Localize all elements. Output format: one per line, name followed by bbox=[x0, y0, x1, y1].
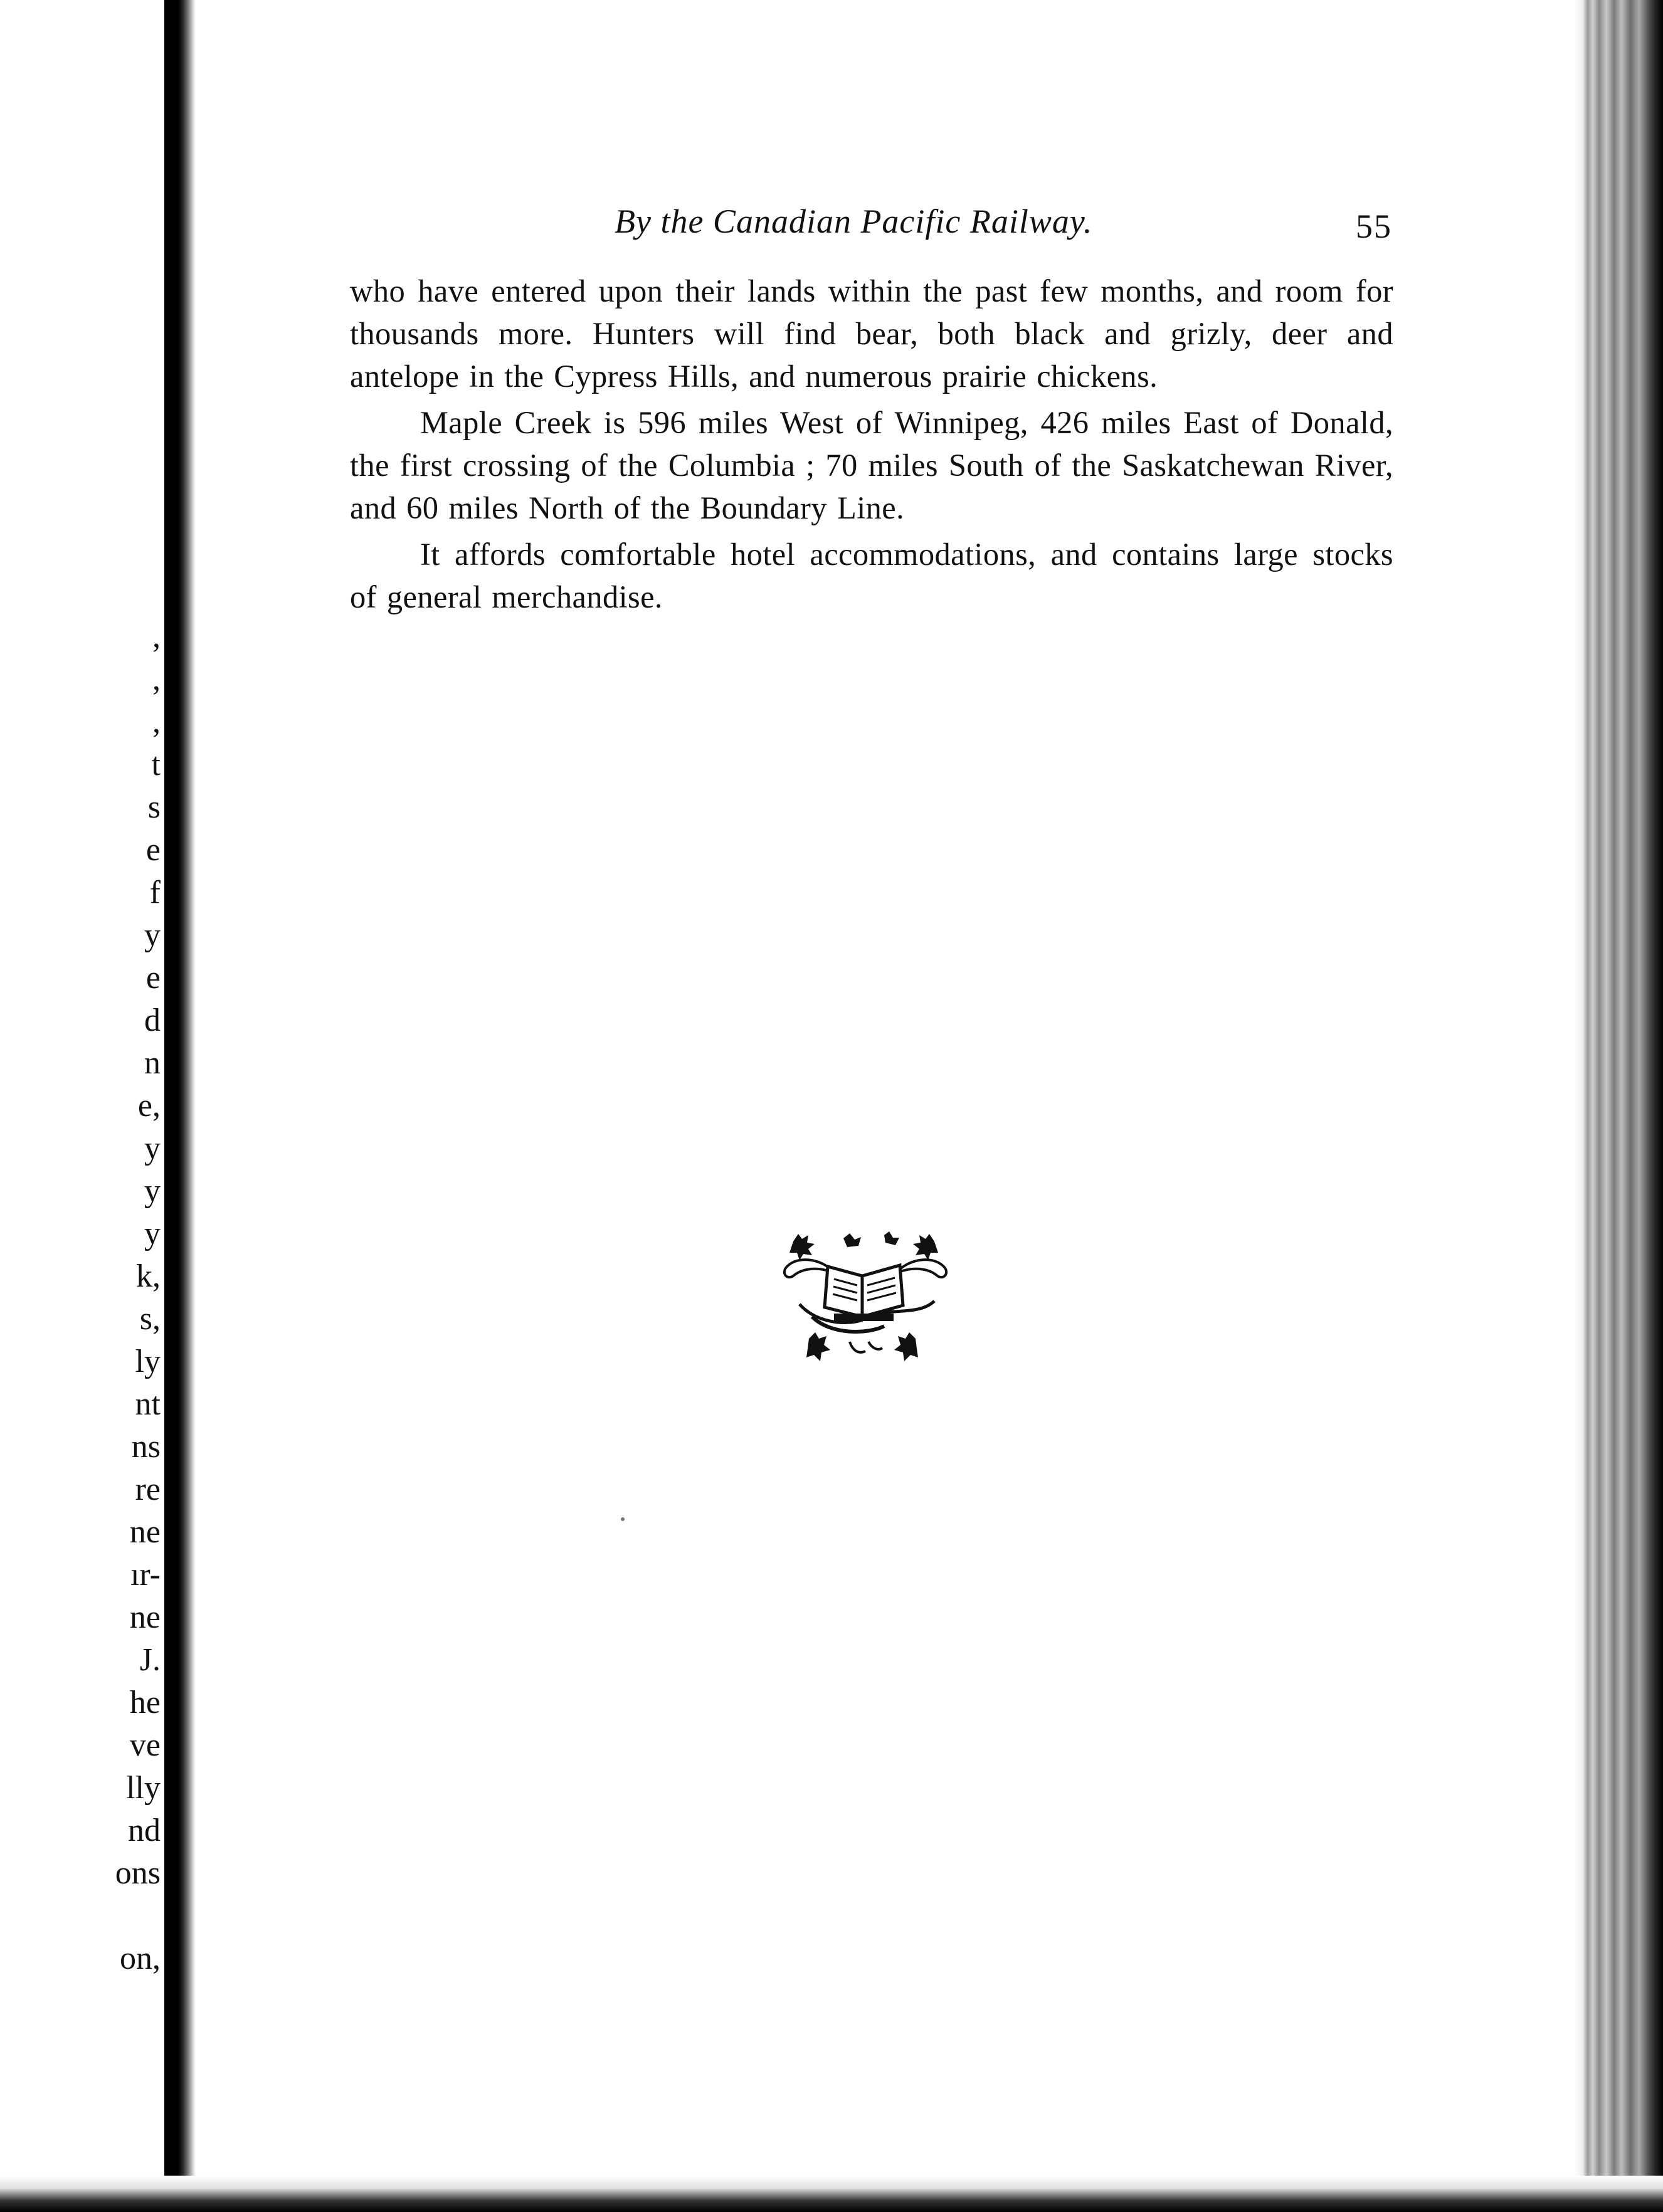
facing-page-fragment: s, bbox=[139, 1301, 161, 1337]
facing-page-fragment: , bbox=[152, 661, 161, 697]
facing-page-fragment: nd bbox=[128, 1813, 161, 1848]
running-head bbox=[351, 202, 1392, 252]
facing-page-fragment: ly bbox=[135, 1344, 161, 1379]
facing-page-fragment: s bbox=[147, 789, 161, 825]
facing-page-fragment: t bbox=[151, 747, 161, 782]
facing-page-fragment: f bbox=[149, 875, 161, 910]
facing-page-fragment: ır- bbox=[130, 1557, 161, 1593]
facing-page-fragment: y bbox=[144, 1216, 161, 1251]
book-gutter bbox=[164, 0, 196, 2212]
facing-page-fragment: y bbox=[144, 1130, 161, 1166]
paragraph: It affords comfortable hotel accommodations, and contains large stocks of general merchandise. bbox=[350, 537, 1393, 614]
running-head-title: By the Canadian Pacific Railway. bbox=[615, 203, 1093, 240]
facing-page-fragment: he bbox=[129, 1685, 161, 1720]
page-number: 55 bbox=[1356, 208, 1392, 245]
facing-page-fragment: e bbox=[145, 960, 161, 996]
paragraph: Maple Creek is 596 miles West of Winnipeg, 426 miles East of Donald, the first crossing of the Columbia ; 70 miles South of the Saskatchewan River, and 60 miles North of the Boundary Line. bbox=[350, 405, 1393, 525]
facing-page-fragment: ne bbox=[129, 1514, 161, 1550]
open-book-oak-leaves-ornament-icon bbox=[774, 1223, 956, 1367]
facing-page-fragment: y bbox=[144, 917, 161, 953]
facing-page-fragment: nt bbox=[135, 1386, 161, 1422]
facing-page-fragment: k, bbox=[136, 1258, 161, 1294]
facing-page-fragment: ons bbox=[115, 1855, 161, 1891]
book-page-edges bbox=[1574, 0, 1663, 2212]
facing-page-fragment: re bbox=[135, 1472, 161, 1507]
facing-page-fragment: e, bbox=[137, 1088, 161, 1124]
facing-page-fragment: e bbox=[145, 832, 161, 868]
bottom-edge-shadow bbox=[0, 2176, 1663, 2212]
facing-page-fragment: ne bbox=[129, 1599, 161, 1635]
facing-page-fragment: d bbox=[144, 1003, 161, 1038]
facing-page-fragment: lly bbox=[126, 1770, 161, 1806]
facing-page-text-fragments bbox=[0, 0, 164, 2212]
facing-page-fragment: ve bbox=[129, 1727, 161, 1763]
paragraph: who have entered upon their lands within the past few months, and room for thousands more. Hunters will find bear, both black and grizly, deer and antelope in the Cypress Hills, and numerous prairie chickens. bbox=[350, 273, 1393, 394]
facing-page-fragment: , bbox=[152, 704, 161, 740]
facing-page-fragment: J. bbox=[139, 1642, 161, 1678]
facing-page bbox=[0, 0, 164, 2212]
body-text bbox=[350, 270, 1393, 622]
facing-page-fragment: on, bbox=[120, 1941, 161, 1976]
facing-page-fragment: ns bbox=[131, 1429, 161, 1465]
facing-page-fragment: n bbox=[144, 1045, 161, 1081]
facing-page-fragment: , bbox=[152, 619, 161, 655]
page-speck bbox=[621, 1517, 625, 1521]
facing-page-fragment: y bbox=[144, 1173, 161, 1209]
